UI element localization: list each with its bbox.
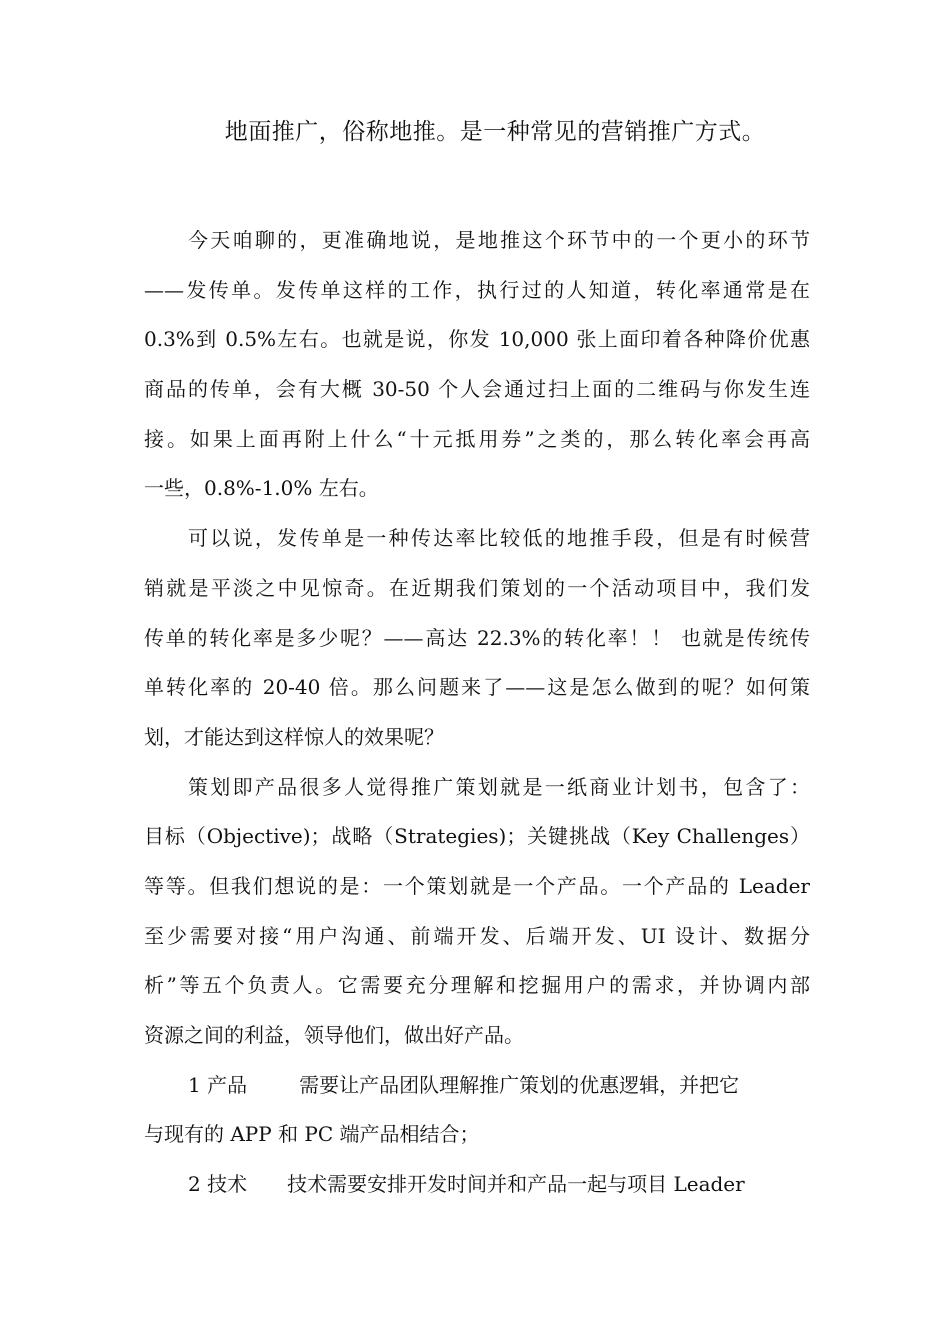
text-line: 一些，0.8%-1.0% 左右。 bbox=[144, 476, 379, 501]
paragraph-2 bbox=[144, 514, 810, 762]
list-item-product bbox=[144, 1061, 810, 1160]
text-line: 可以说，发传单是一种传达率比较低的地推手段，但是有时候营 bbox=[188, 526, 810, 551]
list-item-first-line bbox=[144, 1160, 810, 1210]
list-item-text: 需要让产品团队理解推广策划的优惠逻辑，并把它 bbox=[299, 1072, 740, 1097]
document-title: 地面推广，俗称地推。是一种常见的营销推广方式。 bbox=[224, 119, 766, 145]
list-item-label: 2 技术 bbox=[188, 1172, 248, 1197]
text-line: 等等。但我们想说的是：一个策划就是一个产品。一个产品的 Leader bbox=[144, 873, 810, 898]
text-line: 今天咱聊的，更准确地说，是地推这个环节中的一个更小的环节 bbox=[188, 228, 810, 252]
text-line: 策划即产品很多人觉得推广策划就是一纸商业计划书，包含了： bbox=[188, 774, 810, 799]
list-item-text: 技术需要安排开发时间并和产品一起与项目 Leader bbox=[287, 1172, 745, 1197]
text-line: 资源之间的利益，领导他们，做出好产品。 bbox=[144, 1023, 524, 1047]
text-line: 至少需要对接“用户沟通、前端开发、后端开发、UI 设计、数据分 bbox=[144, 923, 810, 948]
text-line: 0.3%到 0.5%左右。也就是说，你发 10,000 张上面印着各种降价优惠 bbox=[144, 327, 810, 352]
text-line: 传单的转化率是多少呢？——高达 22.3%的转化率！！ 也就是传统传 bbox=[144, 625, 810, 650]
text-line: 目标（Objective)；战略（Strategies)；关键挑战（Key Challenges） bbox=[144, 824, 810, 849]
text-line: 析”等五个负责人。它需要充分理解和挖掘用户的需求，并协调内部 bbox=[144, 973, 810, 998]
text-line: 商品的传单，会有大概 30-50 个人会通过扫上面的二维码与你发生连 bbox=[144, 377, 810, 402]
paragraph-1 bbox=[144, 216, 810, 514]
text-line: 单转化率的 20-40 倍。那么问题来了——这是怎么做到的呢？如何策 bbox=[144, 675, 810, 700]
text-line: 划，才能达到这样惊人的效果呢？ bbox=[144, 724, 444, 749]
paragraph-3 bbox=[144, 763, 810, 1061]
document-body bbox=[144, 216, 810, 1210]
text-line: ——发传单。发传单这样的工作，执行过的人知道，转化率通常是在 bbox=[144, 277, 810, 302]
list-item-first-line bbox=[144, 1061, 810, 1111]
text-line: 与现有的 APP 和 PC 端产品相结合； bbox=[144, 1122, 480, 1147]
list-item-tech bbox=[144, 1160, 810, 1210]
text-line: 接。如果上面再附上什么“十元抵用券”之类的，那么转化率会再高 bbox=[144, 426, 810, 451]
list-item-label: 1 产品 bbox=[188, 1072, 248, 1097]
text-line: 销就是平淡之中见惊奇。在近期我们策划的一个活动项目中，我们发 bbox=[144, 575, 810, 600]
